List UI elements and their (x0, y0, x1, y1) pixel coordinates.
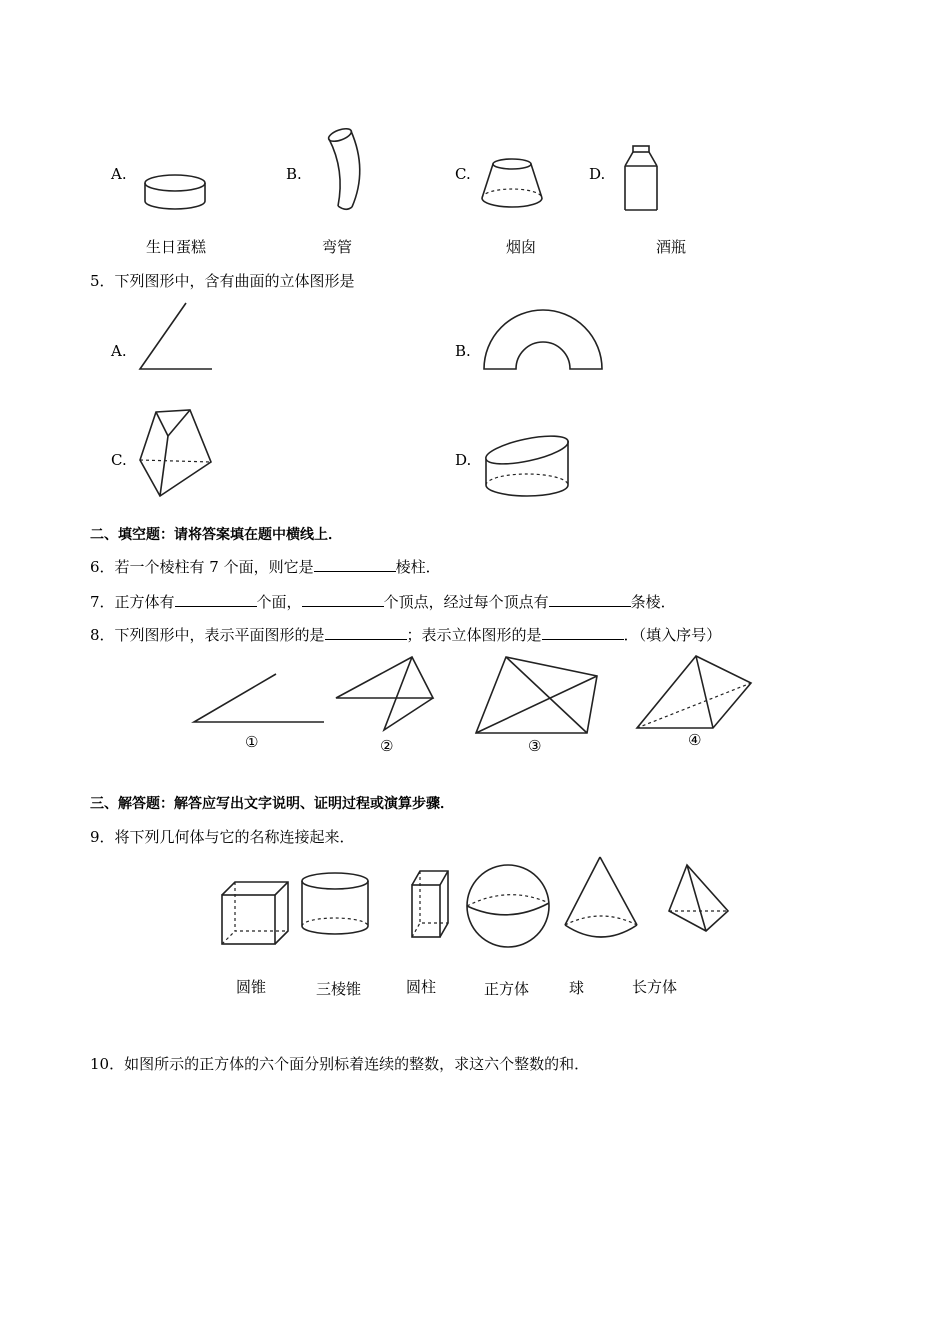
q7-blank-faces[interactable] (175, 592, 257, 607)
q4-option-d-label: D. (589, 165, 606, 183)
q4-option-a-label: A. (111, 165, 127, 183)
q8-blank-solid[interactable] (542, 625, 624, 640)
q7-text-1: 7．正方体有 (90, 593, 175, 611)
q7-text-3: 个顶点，经过每个顶点有 (383, 593, 549, 611)
q9-text: 9．将下列几何体与它的名称连接起来． (90, 828, 355, 846)
q9-name-cuboid[interactable]: 长方体 (632, 978, 678, 996)
q7-text-2: 个面， (256, 593, 302, 611)
q9-name-triangular-pyramid[interactable]: 三棱锥 (316, 980, 362, 998)
section2-title: 二、填空题：请将答案填在题中横线上． (90, 527, 342, 543)
section3-title: 三、解答题：解答应写出文字说明、证明过程或演算步骤． (90, 796, 454, 812)
q8-figure-3-label: ③ (528, 737, 542, 755)
q4-option-b-label: B. (286, 165, 302, 183)
q9-name-cylinder[interactable]: 圆柱 (406, 978, 437, 996)
q6-text: 6．若一个棱柱有 7 个面，则它是 (90, 558, 314, 576)
q10-text: 10．如图所示的正方体的六个面分别标着连续的整数，求这六个整数的和． (90, 1055, 590, 1073)
q7-blank-vertices[interactable] (302, 592, 384, 607)
q8-figure-2-label: ② (380, 737, 394, 755)
q6-answer-blank[interactable] (314, 557, 396, 572)
q5-option-c-label: C. (111, 451, 127, 469)
q8-figure-4-label: ④ (688, 731, 702, 749)
triangular-pyramid-icon (0, 0, 1, 1)
q4-option-d-caption: 酒瓶 (656, 238, 687, 256)
q7-blank-edges[interactable] (549, 592, 631, 607)
q8-text-2: ；表示立体图形的是 (406, 626, 542, 644)
q8-text-3: ．（填入序号） (623, 626, 722, 644)
q8-figure-1-label: ① (245, 733, 259, 751)
q9-name-cone[interactable]: 圆锥 (236, 978, 267, 996)
q8 (90, 624, 721, 645)
q5-option-d-label: D. (455, 451, 472, 469)
q7-text-4: 条棱． (630, 593, 676, 611)
q8-blank-plane[interactable] (325, 625, 407, 640)
q9-name-sphere[interactable]: 球 (569, 979, 585, 997)
q6 (90, 556, 441, 577)
q6-text-end: 棱柱． (395, 558, 441, 576)
q7 (90, 591, 676, 612)
q5-text: 5．下列图形中，含有曲面的立体图形是 (90, 272, 355, 290)
q8-text-1: 8．下列图形中，表示平面图形的是 (90, 626, 325, 644)
q9-name-cube[interactable]: 正方体 (484, 980, 530, 998)
q4-option-c-caption: 烟囱 (506, 238, 537, 256)
q4-option-b-caption: 弯管 (322, 238, 353, 256)
q4-option-c-label: C. (455, 165, 471, 183)
q4-option-a-caption: 生日蛋糕 (146, 238, 207, 256)
q5-option-b-label: B. (455, 342, 471, 360)
q5-option-a-label: A. (111, 342, 127, 360)
